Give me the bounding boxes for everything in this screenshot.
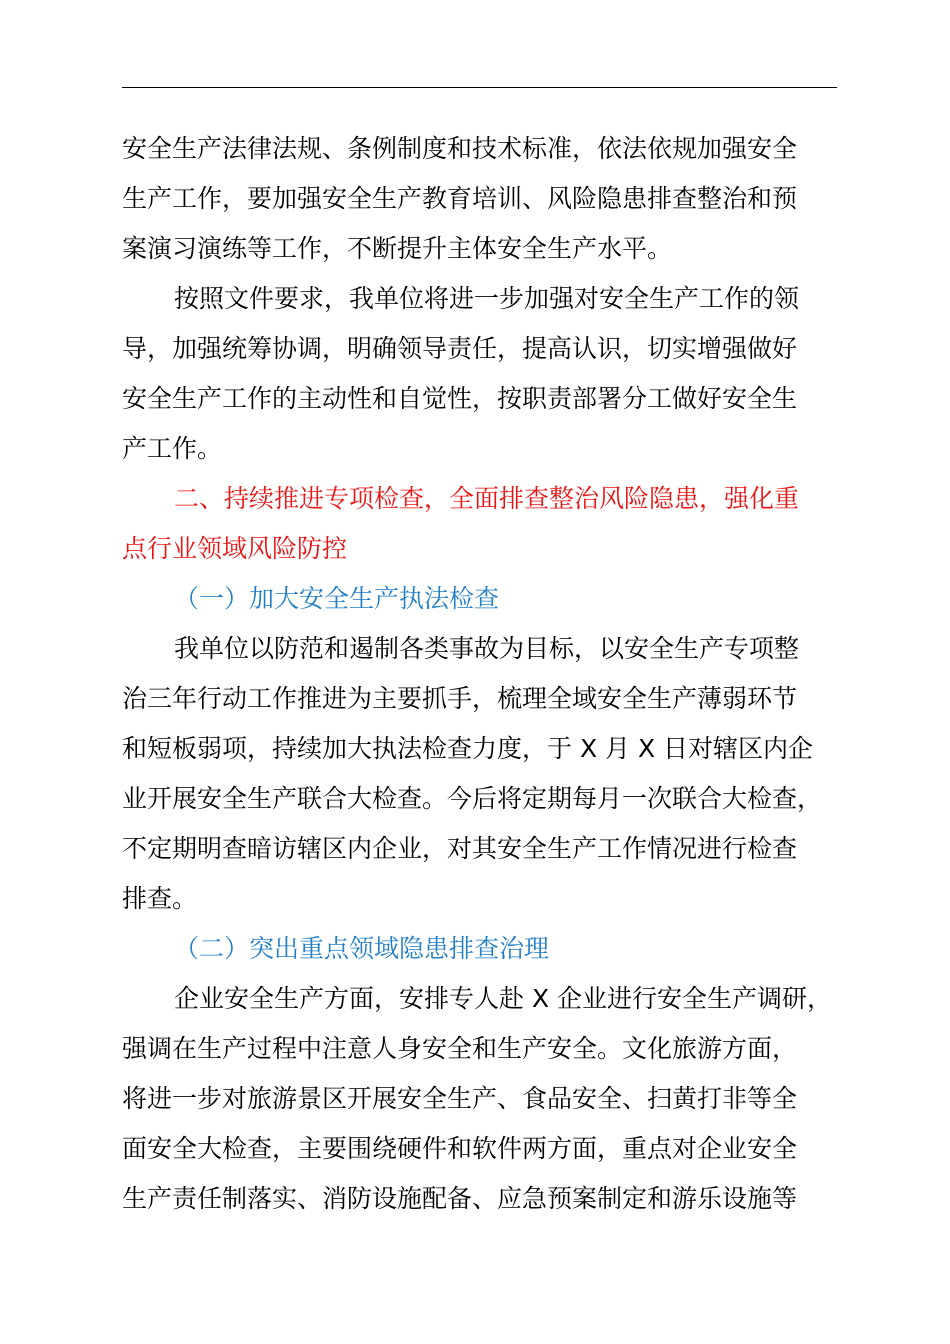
paragraph-line: 我单位以防范和遏制各类事故为目标，以安全生产专项整: [174, 634, 800, 663]
paragraph-line: 强调在生产过程中注意人身安全和生产安全。文化旅游方面，: [122, 1034, 798, 1063]
paragraph-line: 安全生产工作的主动性和自觉性，按职责部署分工做好安全生: [122, 384, 798, 413]
paragraph-line: 企业安全生产方面，安排专人赴 X 企业进行安全生产调研，: [174, 984, 833, 1013]
paragraph-line: 治三年行动工作推进为主要抓手，梳理全域安全生产薄弱环节: [122, 684, 798, 713]
paragraph-line: 不定期明查暗访辖区内企业，对其安全生产工作情况进行检查: [122, 834, 798, 863]
subsection-heading: （一）加大安全生产执法检查: [174, 584, 500, 613]
paragraph-line: 将进一步对旅游景区开展安全生产、食品安全、扫黄打非等全: [122, 1084, 798, 1113]
paragraph-line: 导，加强统筹协调，明确领导责任，提高认识，切实增强做好: [122, 334, 798, 363]
paragraph-line: 案演习演练等工作，不断提升主体安全生产水平。: [122, 234, 673, 263]
paragraph-line: 产工作。: [122, 434, 223, 463]
section-heading: 点行业领域风险防控: [122, 534, 348, 563]
subsection-heading: （二）突出重点领域隐患排查治理: [174, 934, 550, 963]
paragraph-line: 生产责任制落实、消防设施配备、应急预案制定和游乐设施等: [122, 1184, 798, 1213]
paragraph-line: 业开展安全生产联合大检查。今后将定期每月一次联合大检查，: [122, 784, 823, 813]
paragraph-line: 排查。: [122, 884, 198, 913]
header-rule: [122, 87, 837, 88]
paragraph-line: 和短板弱项，持续加大执法检查力度，于 X 月 X 日对辖区内企: [122, 734, 814, 763]
paragraph-line: 生产工作，要加强安全生产教育培训、风险隐患排查整治和预: [122, 184, 798, 213]
paragraph-line: 安全生产法律法规、条例制度和技术标准，依法依规加强安全: [122, 134, 798, 163]
section-heading: 二、持续推进专项检查，全面排查整治风险隐患，强化重: [174, 484, 800, 513]
paragraph-line: 面安全大检查，主要围绕硬件和软件两方面，重点对企业安全: [122, 1134, 798, 1163]
paragraph-line: 按照文件要求，我单位将进一步加强对安全生产工作的领: [174, 284, 800, 313]
